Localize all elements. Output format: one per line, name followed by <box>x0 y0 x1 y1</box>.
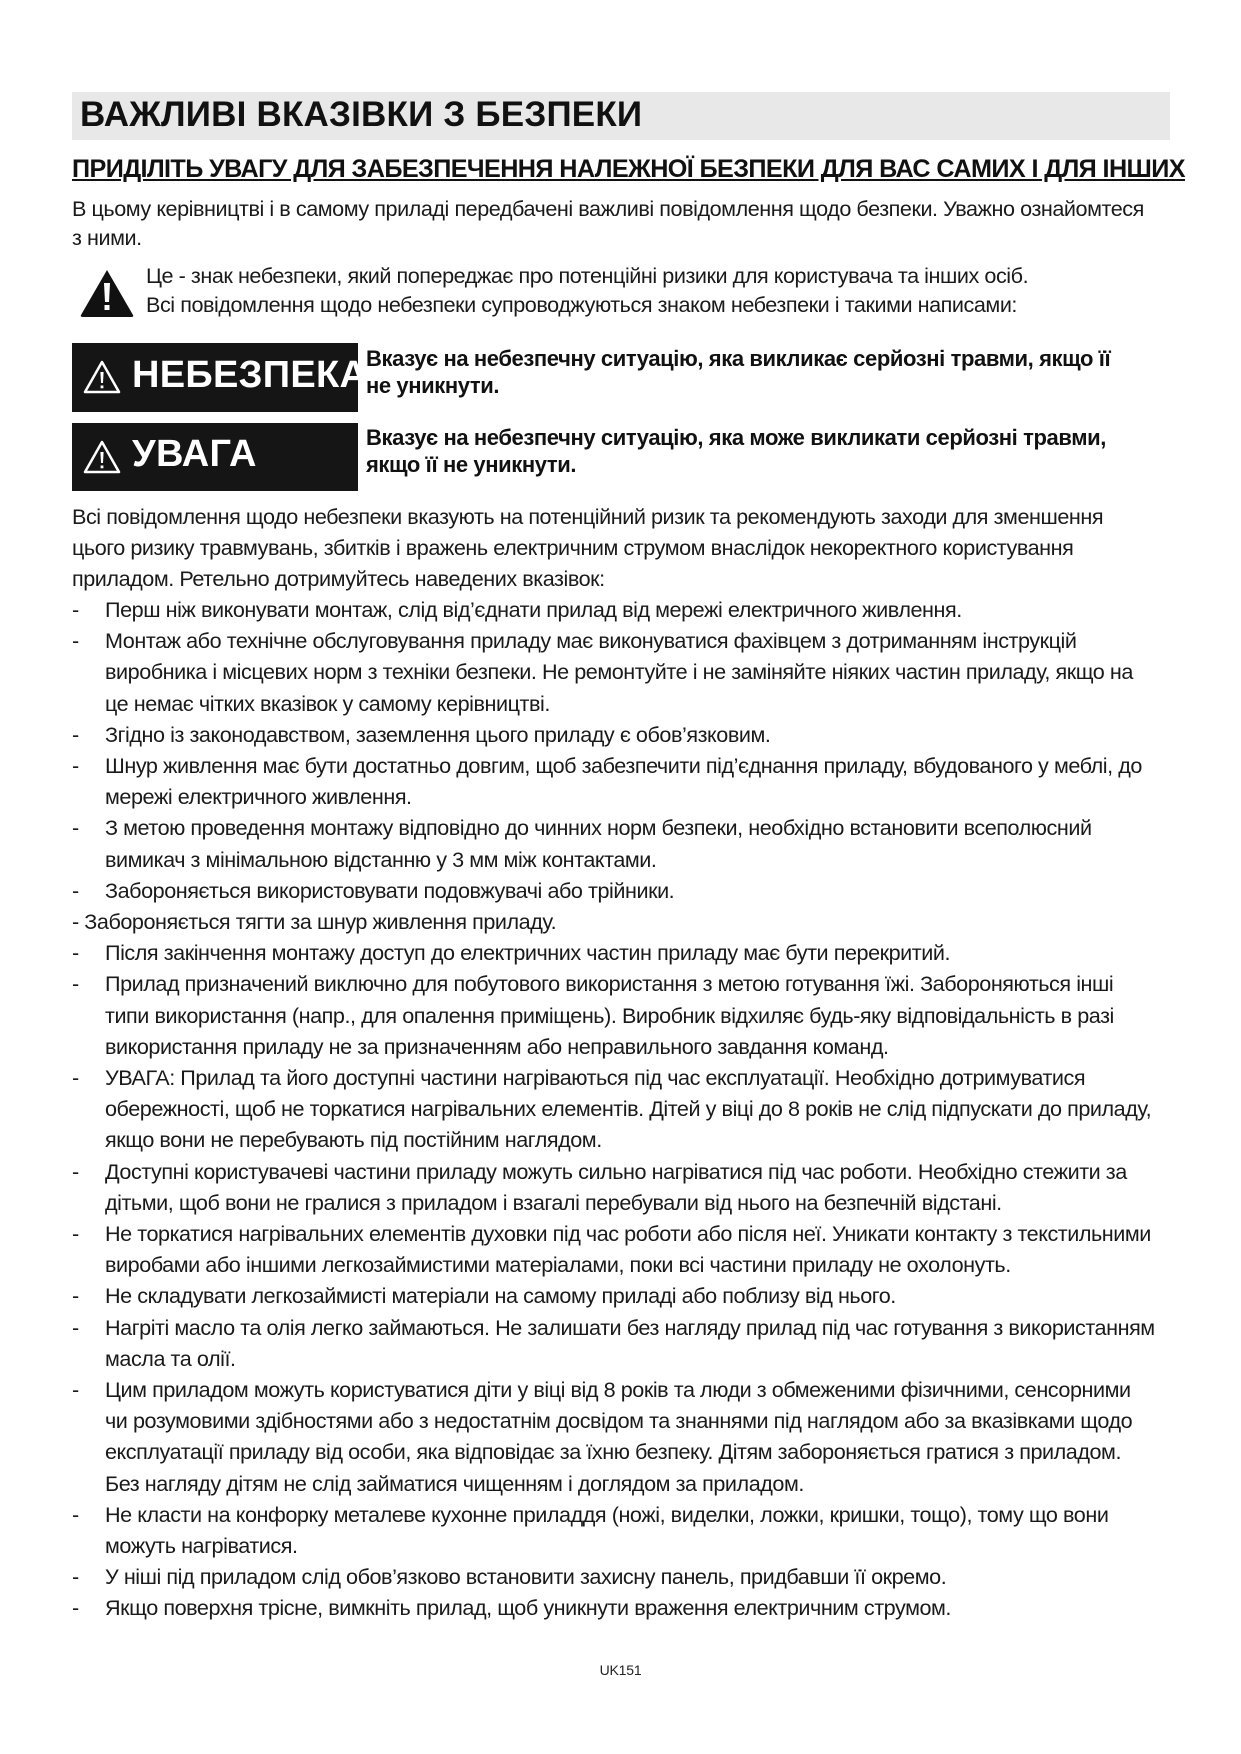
bullet-line: УВАГА: Прилад та його доступні частини нагріваються під час експлуатації. Необхідно дотримуватися <box>105 1065 1086 1090</box>
danger-warning-icon <box>82 359 122 395</box>
bullet-line: чи розумовими здібностями або з недостатнім досвідом та знаннями під наглядом або за вказівками щодо <box>105 1408 1133 1434</box>
danger-description-line-2: не уникнути. <box>366 373 500 398</box>
danger-description-line-1: Вказує на небезпечну ситуацію, яка викликає серйозні травми, якщо її <box>366 346 1111 371</box>
bullet-dash: - <box>72 1314 80 1340</box>
bullet-line: якщо вони не перебувають під постійним наглядом. <box>105 1127 602 1153</box>
bullet-line: Без нагляду дітям не слід займатися чищенням і доглядом за приладом. <box>105 1470 804 1496</box>
bullet-line: можуть нагріватися. <box>105 1533 298 1558</box>
general-line-3: приладом. Ретельно дотримуйтесь наведених вказівок: <box>72 566 605 591</box>
bullet-line: Цим приладом можуть користуватися діти у віці від 8 років та люди з обмеженими фізичними, сенсорними <box>105 1377 1131 1402</box>
bullet-line: Доступні користувачеві частини приладу можуть сильно нагріватися під час роботи. Необхідно стежити за <box>105 1158 1127 1184</box>
bullet-line: Не торкатися нагрівальних елементів духовки під час роботи або після неї. Уникати контакту з текстильними <box>105 1221 1151 1246</box>
caution-label: УВАГА <box>132 433 257 475</box>
bullet-line: виробами або іншими легкозаймистими матеріалами, поки всі частини приладу не охолонуть. <box>105 1252 1011 1278</box>
bullet-line: Монтаж або технічне обслуговування приладу має виконуватися фахівцем з дотриманням інструкцій <box>105 628 1077 654</box>
bullet-dash: - <box>72 753 80 778</box>
bullet-line: Не складувати легкозаймисті матеріали на самому приладі або поблизу від нього. <box>105 1283 896 1309</box>
bullet-dash: - <box>72 628 80 654</box>
bullet-line: дітьми, щоб вони не гралися з приладом і взагалі перебували від нього на безпечній відстані. <box>105 1189 1002 1215</box>
caution-signal-box <box>72 423 358 491</box>
hazard-note-line-1: Це - знак небезпеки, який попереджає про потенційні ризики для користувача та інших осіб. <box>146 263 1029 288</box>
bullet-line: використання приладу не за призначенням або неправильного завдання команд. <box>105 1033 889 1059</box>
hazard-note-line-2: Всі повідомлення щодо небезпеки супроводжуються знаком небезпеки і такими написами: <box>146 292 1017 317</box>
bullet-dash: - <box>72 597 80 622</box>
caution-description-line-2: якщо її не уникнути. <box>366 452 577 477</box>
bullet-dash: - <box>72 1377 80 1402</box>
bullet-line: Прилад призначений виключно для побутового використання з метою готування їжі. Забороняються інші <box>105 971 1114 997</box>
bullet-line: вимикач з мінімальною відстанню у 3 мм між контактами. <box>105 846 657 872</box>
bullet-line: Після закінчення монтажу доступ до електричних частин приладу має бути перекритий. <box>105 940 951 966</box>
page-title: ВАЖЛИВІ ВКАЗІВКИ З БЕЗПЕКИ <box>80 95 643 134</box>
caution-warning-icon <box>82 439 122 475</box>
section-subtitle: ПРИДІЛІТЬ УВАГУ ДЛЯ ЗАБЕЗПЕЧЕННЯ НАЛЕЖНОЇ БЕЗПЕКИ ДЛЯ ВАС САМИХ І ДЛЯ ІНШИХ <box>72 155 1185 183</box>
bullet-line: Згідно із законодавством, заземлення цього приладу є обов’язковим. <box>105 721 771 747</box>
bullet-line: масла та олії. <box>105 1345 236 1371</box>
bullet-dash: - <box>72 971 80 997</box>
bullet-dash: - <box>72 877 80 903</box>
bullet-line: Якщо поверхня трісне, вимкніть прилад, щоб уникнути враження електричним струмом. <box>105 1595 951 1621</box>
bullet-dash: - <box>72 1065 80 1090</box>
title-bar <box>72 92 1170 140</box>
bullet-line: мережі електричного живлення. <box>105 784 412 810</box>
bullet-line: - Забороняється тягти за шнур живлення приладу. <box>72 909 557 934</box>
bullet-line: З метою проведення монтажу відповідно до чинних норм безпеки, необхідно встановити всеполюсний <box>105 815 1092 841</box>
warning-triangle-icon <box>79 268 135 318</box>
bullet-dash: - <box>72 1564 80 1590</box>
bullet-line: Не класти на конфорку металеве кухонне приладдя (ножі, виделки, ложки, кришки, тощо), тому що вони <box>105 1501 1109 1527</box>
caution-description-line-1: Вказує на небезпечну ситуацію, яка може викликати серйозні травми, <box>366 425 1106 450</box>
caution-description <box>366 424 1166 478</box>
bullet-dash: - <box>72 815 80 841</box>
bullet-line: це немає чітких вказівок у самому керівництві. <box>105 690 550 716</box>
bullet-dash: - <box>72 1221 80 1246</box>
page-number: UK151 <box>599 1662 642 1678</box>
intro-line-2: з ними. <box>72 225 142 250</box>
bullet-line: Нагріті масло та олія легко займаються. Не залишати без нагляду прилад під час готування з використанням <box>105 1314 1155 1340</box>
danger-description <box>366 345 1166 399</box>
bullet-line: виробника і місцевих норм з техніки безпеки. Не ремонтуйте і не заміняйте ніяких частин приладу, якщо на <box>105 659 1133 685</box>
bullet-dash: - <box>72 1501 80 1527</box>
danger-signal-box <box>72 343 368 412</box>
bullet-line: обережності, щоб не торкатися нагрівальних елементів. Дітей у віці до 8 років не слід підпускати до приладу, <box>105 1096 1152 1122</box>
bullet-line: У ніші під приладом слід обов’язково встановити захисну панель, придбавши її окремо. <box>105 1564 947 1590</box>
bullet-dash: - <box>72 721 80 747</box>
bullet-line: Перш ніж виконувати монтаж, слід від’єднати прилад від мережі електричного живлення. <box>105 597 962 622</box>
bullet-line: Шнур живлення має бути достатньо довгим, щоб забезпечити під’єднання приладу, вбудованого у меблі, до <box>105 753 1142 778</box>
bullet-dash: - <box>72 1595 80 1621</box>
bullet-dash: - <box>72 1158 80 1184</box>
danger-label: НЕБЕЗПЕКА <box>132 354 368 396</box>
general-line-1: Всі повідомлення щодо небезпеки вказують на потенційний ризик та рекомендують заходи для зменшення <box>72 504 1104 529</box>
bullet-line: типи використання (напр., для опалення приміщень). Виробник відхиляє будь-яку відповідальність в разі <box>105 1002 1114 1028</box>
bullet-dash: - <box>72 940 80 966</box>
bullet-line: Забороняється використовувати подовжувачі або трійники. <box>105 877 675 903</box>
intro-line-1: В цьому керівництві і в самому приладі передбачені важливі повідомлення щодо безпеки. Уважно ознайомтеся <box>72 196 1144 221</box>
bullet-dash: - <box>72 1283 80 1309</box>
bullet-line: експлуатації приладу від особи, яка відповідає за їхню безпеку. Дітям забороняється гратися з приладом. <box>105 1439 1121 1465</box>
general-line-2: цього ризику травмувань, збитків і вражень електричним струмом внаслідок некоректного користування <box>72 535 1074 560</box>
